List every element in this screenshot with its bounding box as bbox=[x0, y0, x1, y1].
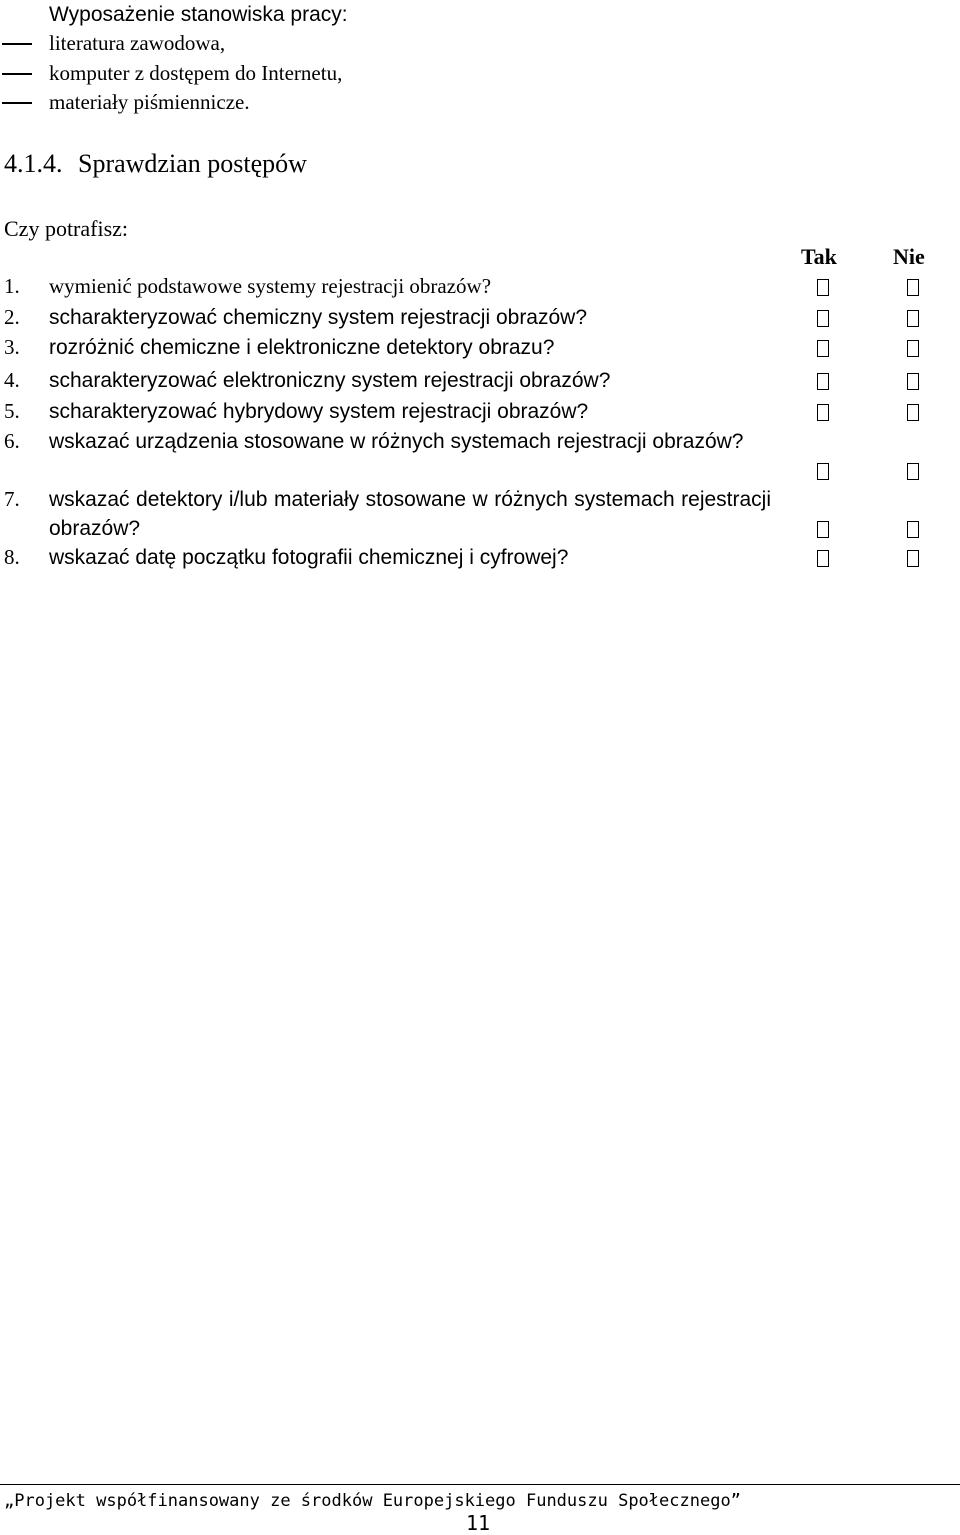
question-number: 8. bbox=[4, 545, 20, 569]
checkbox-no[interactable] bbox=[907, 463, 919, 480]
checkbox-no[interactable] bbox=[907, 340, 919, 357]
question-text: wymienić podstawowe systemy rejestracji obrazów? bbox=[49, 274, 492, 298]
question-text: scharakteryzować elektroniczny system rejestracji obrazów? bbox=[49, 369, 611, 392]
equipment-item-text: komputer z dostępem do Internetu, bbox=[49, 61, 343, 85]
question-number: 5. bbox=[4, 399, 20, 423]
question-number: 7. bbox=[4, 487, 20, 511]
equipment-item-text: materiały piśmiennicze. bbox=[49, 90, 250, 114]
page-number: 11 bbox=[466, 1511, 491, 1535]
checkbox-yes[interactable] bbox=[817, 310, 829, 327]
equipment-title: Wyposażenie stanowiska pracy: bbox=[49, 3, 348, 26]
question-number: 2. bbox=[4, 305, 20, 329]
column-header-yes: Tak bbox=[801, 244, 837, 269]
question-number: 1. bbox=[4, 274, 20, 298]
checkbox-yes[interactable] bbox=[817, 404, 829, 421]
question-text: wskazać detektory i/lub materiały stosowane w różnych systemach rejestracji obrazów? bbox=[49, 488, 771, 540]
question-number: 4. bbox=[4, 368, 20, 392]
checkbox-yes[interactable] bbox=[817, 340, 829, 357]
checkbox-no[interactable] bbox=[907, 373, 919, 390]
checkbox-no[interactable] bbox=[907, 310, 919, 327]
question-text: scharakteryzować hybrydowy system rejestracji obrazów? bbox=[49, 400, 589, 423]
section-heading bbox=[4, 146, 307, 182]
question-text: wskazać datę początku fotografii chemicznej i cyfrowej? bbox=[49, 546, 569, 569]
column-header-no: Nie bbox=[893, 244, 925, 269]
question-number: 3. bbox=[4, 335, 20, 359]
question-text: wskazać urządzenia stosowane w różnych systemach rejestracji obrazów? bbox=[49, 430, 744, 453]
question-text: scharakteryzować chemiczny system rejestracji obrazów? bbox=[49, 306, 588, 329]
checkbox-yes[interactable] bbox=[817, 463, 829, 480]
footer-text: „Projekt współfinansowany ze środków Europejskiego Funduszu Społecznego” bbox=[4, 1491, 741, 1511]
dash-bullet-icon bbox=[2, 102, 32, 104]
equipment-item bbox=[0, 28, 600, 58]
checkbox-no[interactable] bbox=[907, 279, 919, 296]
checkbox-no[interactable] bbox=[907, 550, 919, 567]
equipment-item bbox=[0, 58, 600, 88]
lead-text: Czy potrafisz: bbox=[4, 216, 129, 241]
checkbox-yes[interactable] bbox=[817, 521, 829, 538]
checkbox-no[interactable] bbox=[907, 404, 919, 421]
checkbox-yes[interactable] bbox=[817, 373, 829, 390]
checkbox-no[interactable] bbox=[907, 521, 919, 538]
section-title: Sprawdzian postępów bbox=[78, 149, 307, 178]
footer-divider bbox=[0, 1484, 960, 1485]
dash-bullet-icon bbox=[2, 43, 32, 45]
dash-bullet-icon bbox=[2, 73, 32, 75]
question-number: 6. bbox=[4, 429, 20, 453]
checkbox-yes[interactable] bbox=[817, 550, 829, 567]
equipment-item-text: literatura zawodowa, bbox=[49, 31, 226, 55]
equipment-item bbox=[0, 87, 600, 117]
checkbox-yes[interactable] bbox=[817, 279, 829, 296]
section-number: 4.1.4. bbox=[4, 149, 63, 178]
question-text: rozróżnić chemiczne i elektroniczne detektory obrazu? bbox=[49, 336, 555, 359]
